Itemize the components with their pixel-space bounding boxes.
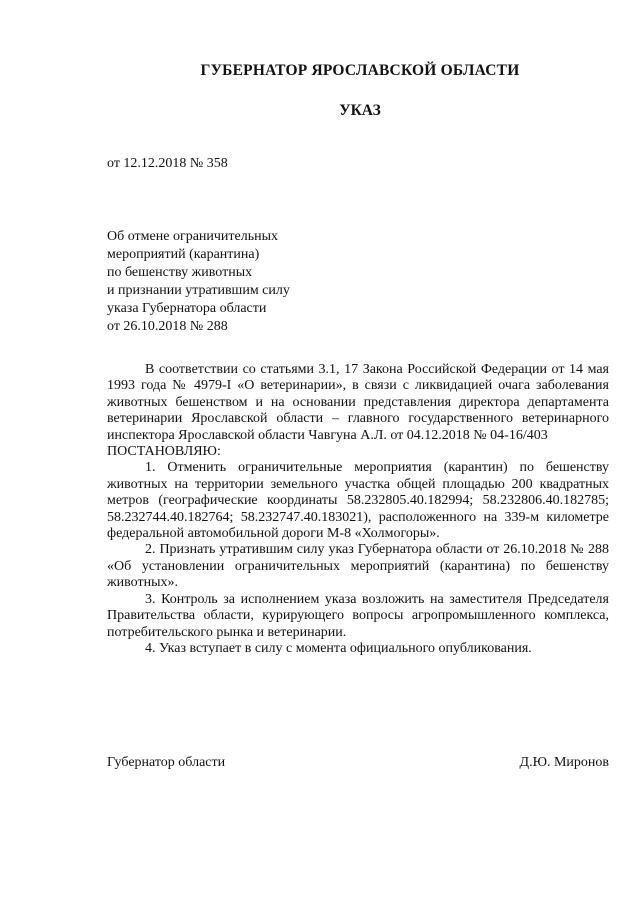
subject-line: и признании утратившим силу — [107, 283, 290, 298]
subject-line: Об отмене ограничительных — [107, 229, 279, 244]
decree-item-4: 4. Указ вступает в силу с момента официального опубликования. — [145, 640, 532, 656]
signatory-position: Губернатор области — [107, 755, 226, 770]
subject-line: по бешенству животных — [107, 265, 253, 280]
subject-line: мероприятий (карантина) — [107, 247, 260, 262]
subject-line: от 26.10.2018 № 288 — [107, 319, 228, 334]
decree-word: ПОСТАНОВЛЯЮ: — [107, 444, 221, 460]
document-body — [107, 362, 609, 657]
signature-block — [107, 755, 609, 771]
document-subject — [107, 228, 290, 336]
subject-line: указа Губернатора области — [107, 301, 267, 316]
decree-item-2: 2. Признать утратившим силу указ Губернатора области от 26.10.2018 № 288 «Об установлении ограничительных мероприятий (карантина) по бешенству животных». — [107, 542, 609, 591]
organization-title: ГУБЕРНАТОР ЯРОСЛАВСКОЙ ОБЛАСТИ — [200, 62, 520, 79]
document-type: УКАЗ — [339, 102, 381, 119]
document-date-number: от 12.12.2018 № 358 — [107, 156, 228, 171]
decree-item-1: 1. Отменить ограничительные мероприятия (карантин) по бешенству животных на территории земельного участка общей площадью 200 квадратных метров (географические координаты 58.232805.40.182994; 58.232806.40.182785; 58.232744.40.182764; 58.232747.40.183021), расположенного на 339-м километре федеральной автомобильной дороги М-8 «Холмогоры». — [107, 460, 609, 542]
signatory-name: Д.Ю. Миронов — [519, 755, 609, 770]
decree-item-3: 3. Контроль за исполнением указа возложить на заместителя Председателя Правительства области, курирующего вопросы агропромышленного комплекса, потребительского рынка и ветеринарии. — [107, 591, 609, 640]
preamble-paragraph: В соответствии со статьями 3.1, 17 Закона Российской Федерации от 14 мая 1993 года № 4979-I «О ветеринарии», в связи с ликвидацией очага заболевания животных бешенством и на основании представления директора департамента ветеринарии Ярославской области – главного государственного ветеринарного инспектора Ярославской области Чавгуна А.Л. от 04.12.2018 № 04-16/403 — [107, 362, 609, 443]
